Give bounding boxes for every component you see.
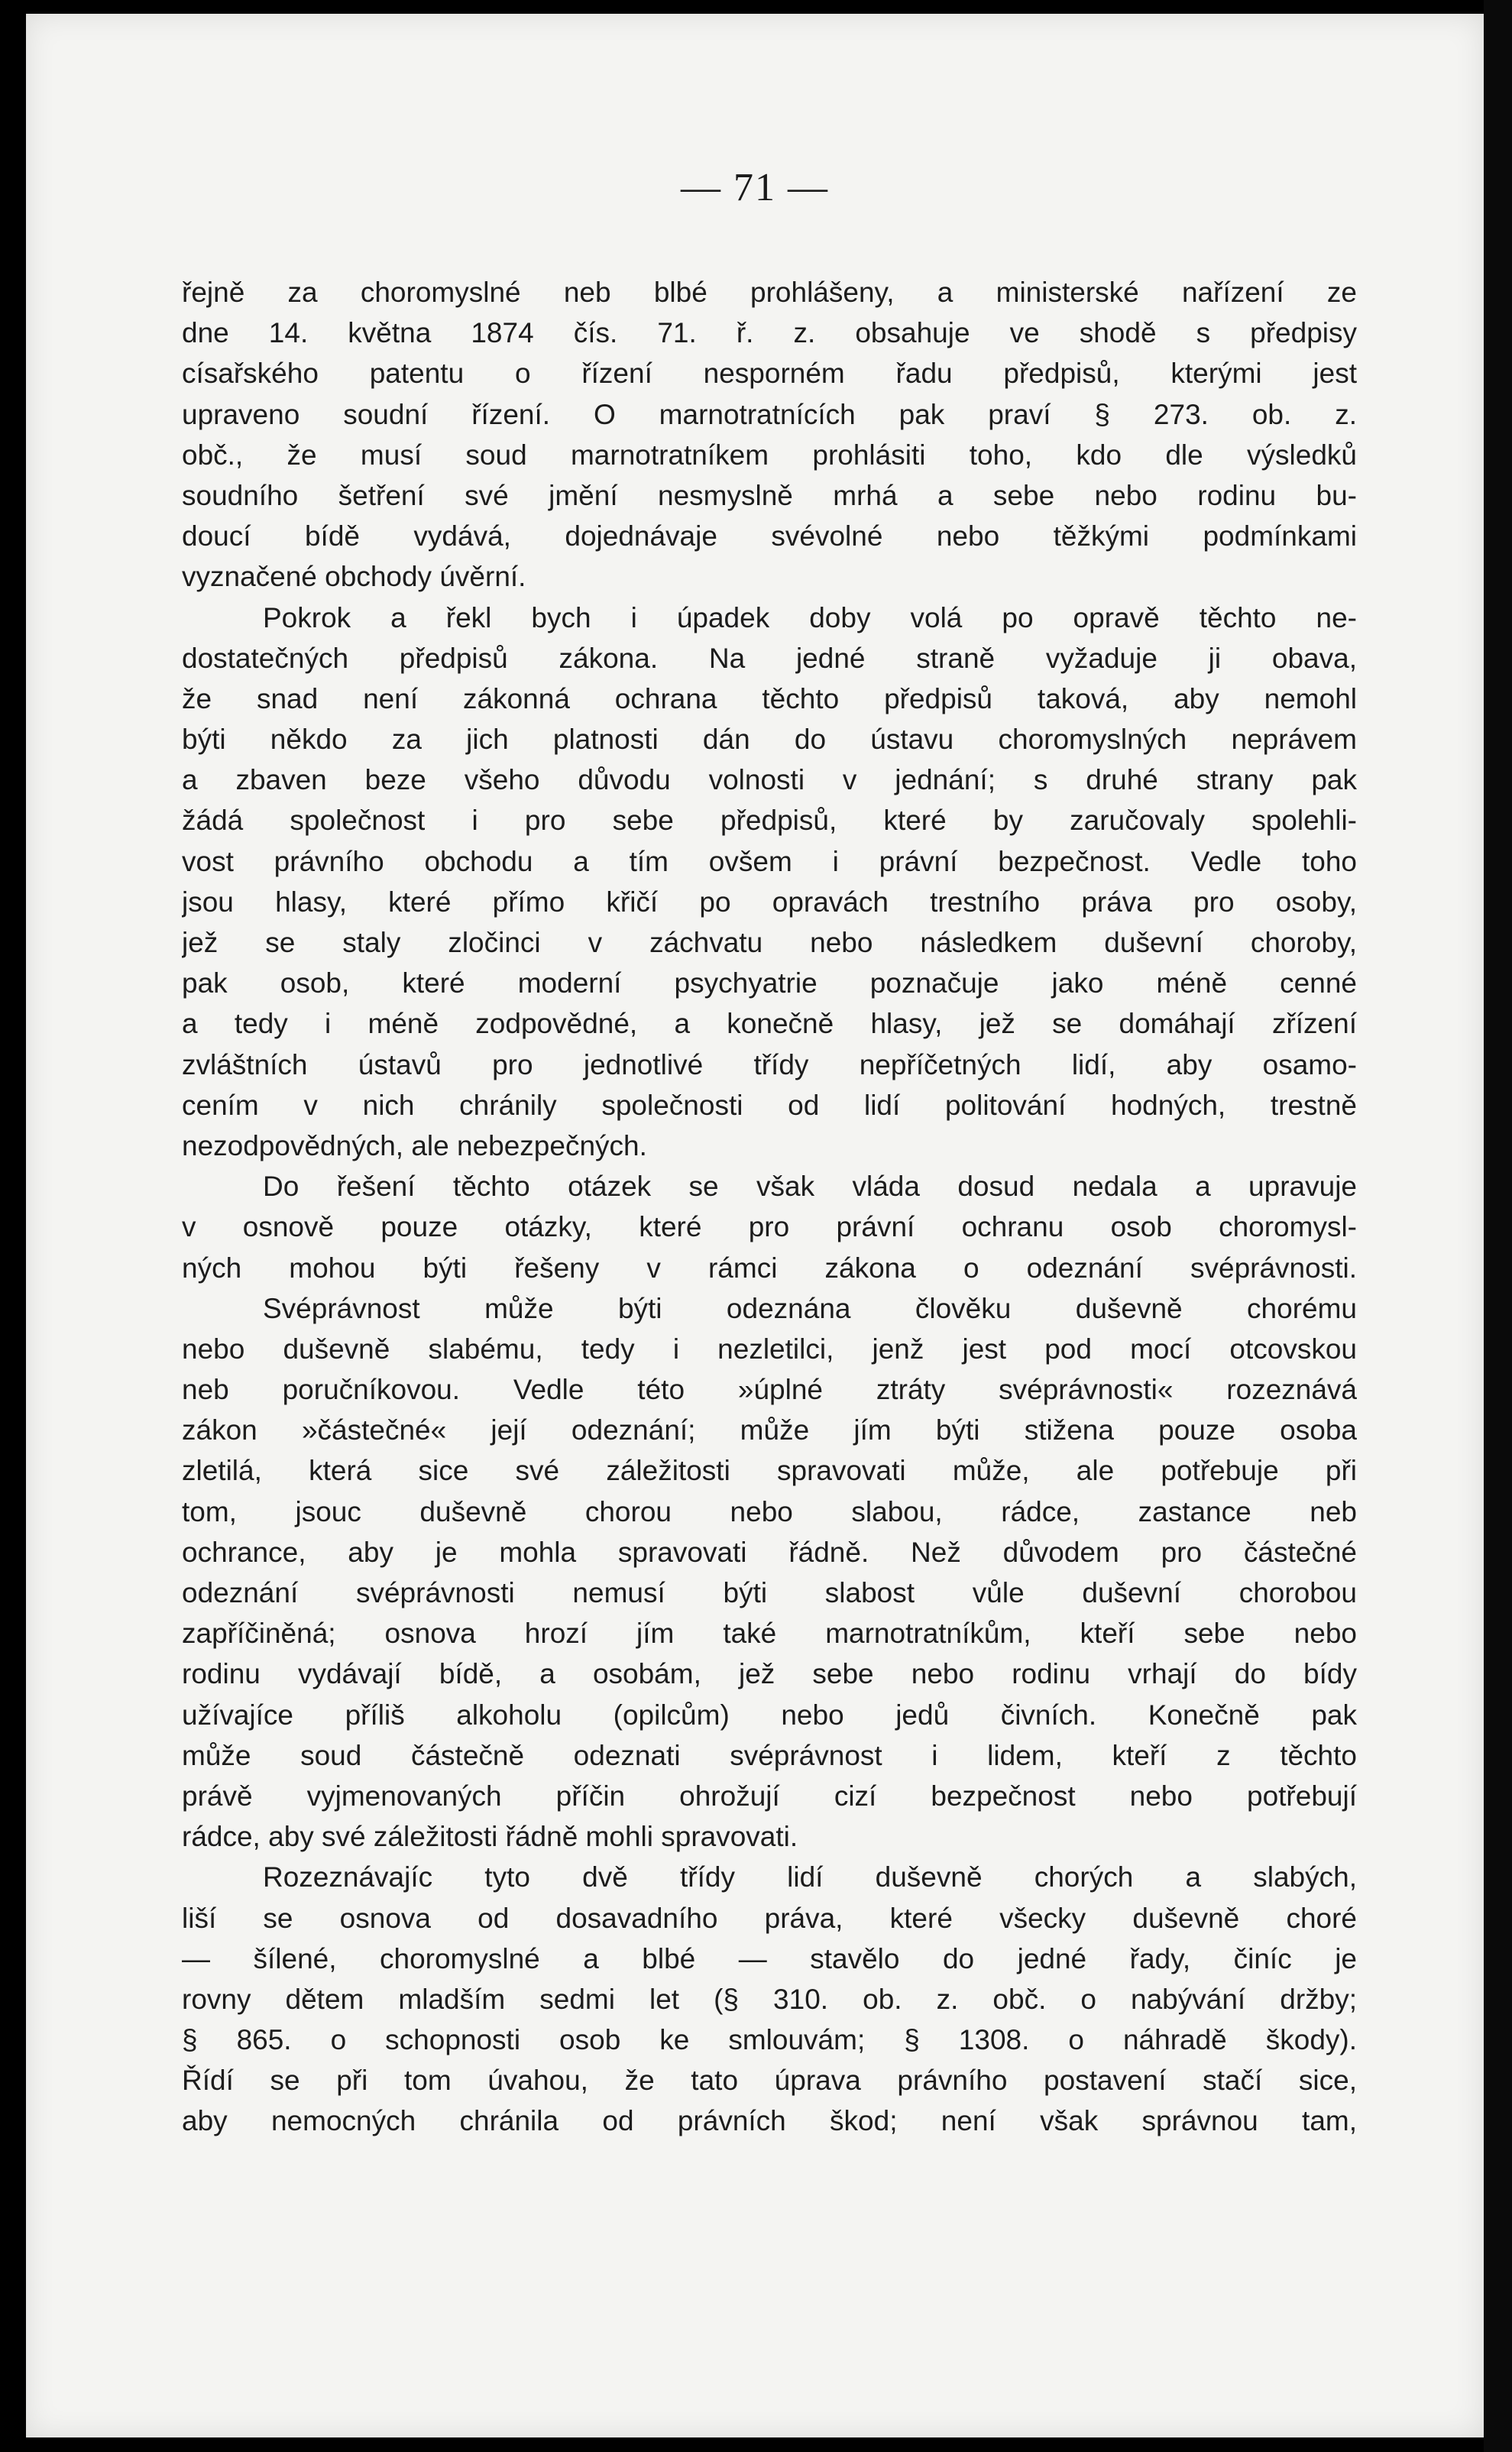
text-line: že snad není zákonná ochrana těchto předpisů taková, aby nemohl — [182, 682, 1357, 714]
text-line: obč., že musí soud marnotratníkem prohlásiti toho, kdo dle výsledků — [182, 439, 1357, 471]
text-line: zvláštních ústavů pro jednotlivé třídy nepříčetných lidí, aby osamo- — [182, 1048, 1357, 1080]
text-line: odeznání svéprávnosti nemusí býti slabost vůle duševní chorobou — [182, 1577, 1357, 1608]
text-line: v osnově pouze otázky, které pro právní ochranu osob choromysl- — [182, 1211, 1357, 1243]
text-line: pak osob, které moderní psychyatrie poznačuje jako méně cenné — [182, 967, 1357, 999]
text-line: a tedy i méně zodpovědné, a konečně hlasy, jež se domáhají zřízení — [182, 1008, 1357, 1040]
page-number: — 71 — — [681, 166, 829, 209]
text-line: dostatečných předpisů zákona. Na jedné straně vyžaduje ji obava, — [182, 642, 1357, 674]
text-line: zapříčiněná; osnova hrozí jím také marnotratníkům, kteří sebe nebo — [182, 1618, 1357, 1650]
scan-edge — [1484, 0, 1512, 2452]
text-line: Pokrok a řekl bych i úpadek doby volá po opravě těchto ne- — [263, 601, 1357, 633]
text-line: aby nemocných chránila od právních škod; není však správnou tam, — [182, 2105, 1357, 2137]
text-line: liší se osnova od dosavadního práva, které všecky duševně choré — [182, 1902, 1357, 1934]
text-line: — šílené, choromyslné a blbé — stavělo do jedné řady, činíc je — [182, 1942, 1357, 1974]
text-line: jsou hlasy, které přímo křičí po opravách trestního práva pro osoby, — [182, 886, 1357, 918]
text-line: vyznačené obchody úvěrní. — [182, 561, 526, 593]
text-line: Řídí se při tom úvahou, že tato úprava právního postavení stačí sice, — [182, 2065, 1357, 2097]
text-line: ných mohou býti řešeny v rámci zákona o odeznání svéprávnosti. — [182, 1252, 1357, 1284]
text-line: býti někdo za jich platnosti dán do ústavu choromyslných neprávem — [182, 724, 1357, 756]
text-line: rovny dětem mladším sedmi let (§ 310. ob. z. obč. o nabývání držby; — [182, 1983, 1357, 2015]
text-line: žádá společnost i pro sebe předpisů, které by zaručovaly spolehli- — [182, 805, 1357, 837]
text-line: zletilá, která sice své záležitosti spravovati může, ale potřebuje při — [182, 1455, 1357, 1487]
text-line: a zbaven beze všeho důvodu volnosti v jednání; s druhé strany pak — [182, 764, 1357, 796]
text-line: cením v nich chránily společnosti od lidí politování hodných, trestně — [182, 1089, 1357, 1121]
text-line: rádce, aby své záležitosti řádně mohli spravovati. — [182, 1821, 798, 1853]
text-line: právě vyjmenovaných příčin ohrožují cizí bezpečnost nebo potřebují — [182, 1780, 1357, 1812]
book-page — [26, 14, 1484, 2437]
text-line: Do řešení těchto otázek se však vláda dosud nedala a upravuje — [263, 1171, 1357, 1203]
text-line: § 865. o schopnosti osob ke smlouvám; § 1308. o náhradě škody). — [182, 2024, 1357, 2056]
text-line: nebo duševně slabému, tedy i nezletilci, jenž jest pod mocí otcovskou — [182, 1333, 1357, 1365]
text-line: tom, jsouc duševně chorou nebo slabou, rádce, zastance neb — [182, 1495, 1357, 1527]
text-line: ochrance, aby je mohla spravovati řádně. Než důvodem pro částečné — [182, 1536, 1357, 1568]
text-line: užívajíce příliš alkoholu (opilcům) nebo jedů čivních. Konečně pak — [182, 1699, 1357, 1731]
text-line: císařského patentu o řízení nesporném řadu předpisů, kterými jest — [182, 358, 1357, 390]
text-line: soudního šetření své jmění nesmyslně mrhá a sebe nebo rodinu bu- — [182, 479, 1357, 511]
text-line: Svéprávnost může býti odeznána člověku duševně chorému — [263, 1292, 1357, 1324]
text-line: zákon »částečné« její odeznání; může jím býti stižena pouze osoba — [182, 1414, 1357, 1446]
body-text — [182, 272, 1357, 2142]
text-line: nezodpovědných, ale nebezpečných. — [182, 1129, 647, 1161]
text-line: řejně za choromyslné neb blbé prohlášeny, a ministerské nařízení ze — [182, 277, 1357, 308]
text-line: jež se staly zločinci v záchvatu nebo následkem duševní choroby, — [182, 927, 1357, 958]
text-line: upraveno soudní řízení. O marnotratnících pak praví § 273. ob. z. — [182, 398, 1357, 430]
text-line: může soud částečně odeznati svéprávnost i lidem, kteří z těchto — [182, 1739, 1357, 1771]
text-line: vost právního obchodu a tím ovšem i právní bezpečnost. Vedle toho — [182, 845, 1357, 877]
text-line: Rozeznávajíc tyto dvě třídy lidí duševně chorých a slabých, — [263, 1861, 1357, 1893]
text-line: doucí bídě vydává, dojednávaje svévolné nebo těžkými podmínkami — [182, 520, 1357, 552]
text-line: rodinu vydávají bídě, a osobám, jež sebe nebo rodinu vrhají do bídy — [182, 1658, 1357, 1690]
text-line: dne 14. května 1874 čís. 71. ř. z. obsahuje ve shodě s předpisy — [182, 317, 1357, 349]
text-line: neb poručníkovou. Vedle této »úplné ztráty svéprávnosti« rozeznává — [182, 1374, 1357, 1406]
